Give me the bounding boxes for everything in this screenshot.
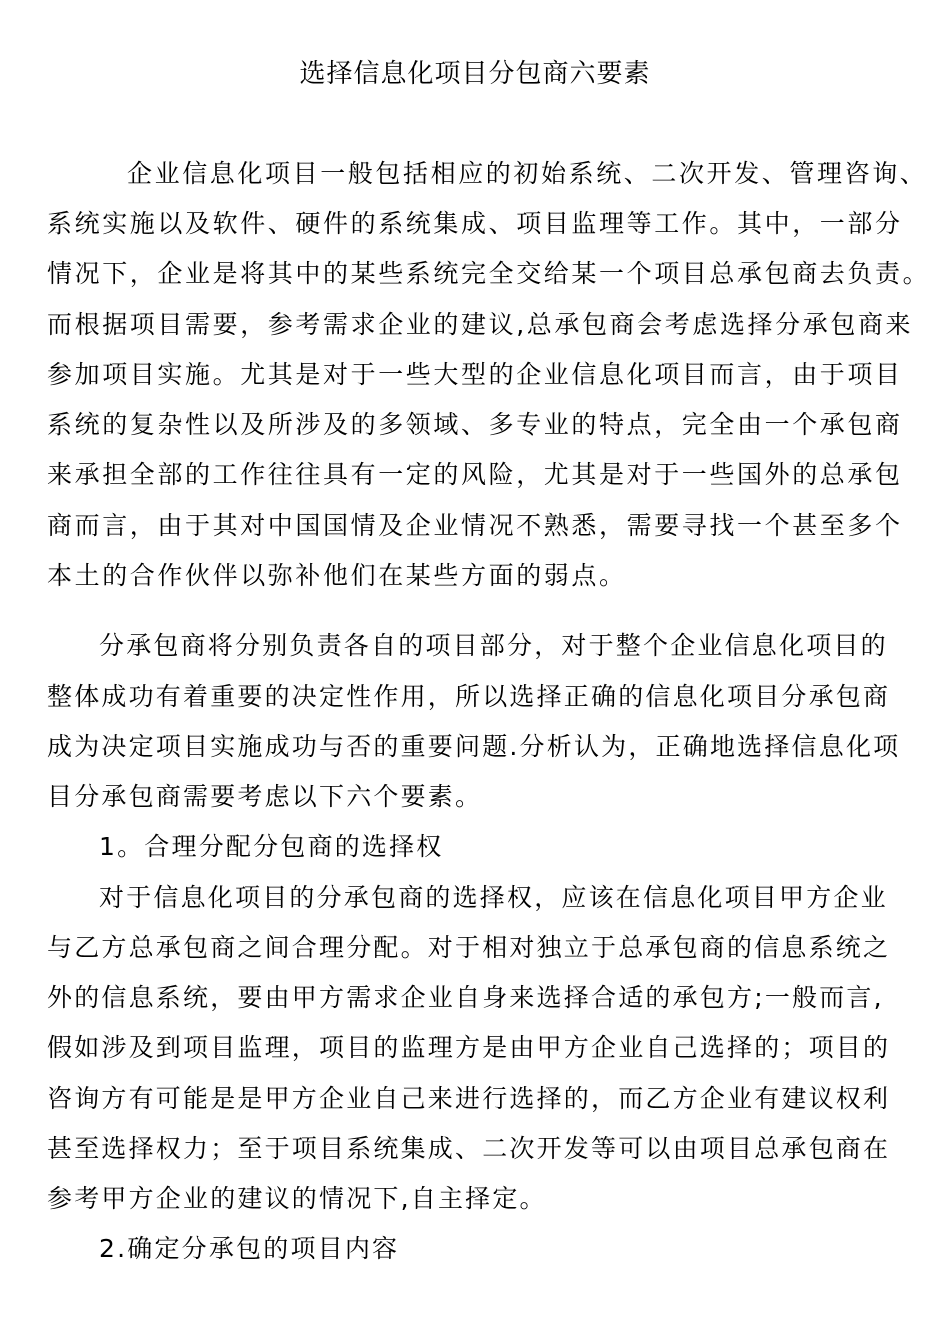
paragraph-1-line-4: 而根据项目需要，参考需求企业的建议,总承包商会考虑选择分承包商来 bbox=[47, 310, 914, 339]
paragraph-1-line-6: 系统的复杂性以及所涉及的多领域、多专业的特点，完全由一个承包商 bbox=[47, 410, 903, 439]
paragraph-2-line-3: 成为决定项目实施成功与否的重要问题.分析认为，正确地选择信息化项 bbox=[47, 732, 901, 761]
paragraph-1-line-5: 参加项目实施。尤其是对于一些大型的企业信息化项目而言，由于项目 bbox=[47, 360, 903, 389]
paragraph-3-line-1: 对于信息化项目的分承包商的选择权，应该在信息化项目甲方企业 bbox=[99, 883, 888, 912]
paragraph-1-line-2: 系统实施以及软件、硬件的系统集成、项目监理等工作。其中，一部分 bbox=[47, 209, 903, 238]
paragraph-1-line-8: 商而言，由于其对中国国情及企业情况不熟悉，需要寻找一个甚至多个 bbox=[47, 511, 903, 540]
paragraph-3-line-6: 甚至选择权力；至于项目系统集成、二次开发等可以由项目总承包商在 bbox=[47, 1134, 891, 1163]
paragraph-3-line-5: 咨询方有可能是是甲方企业自己来进行选择的，而乙方企业有建议权利 bbox=[47, 1084, 891, 1113]
paragraph-2-line-4: 目分承包商需要考虑以下六个要素。 bbox=[47, 782, 483, 811]
paragraph-2-line-2: 整体成功有着重要的决定性作用，所以选择正确的信息化项目分承包商 bbox=[47, 682, 891, 711]
section-heading-2: 2.确定分承包的项目内容 bbox=[99, 1234, 400, 1263]
paragraph-2-line-1: 分承包商将分别负责各自的项目部分，对于整个企业信息化项目的 bbox=[99, 631, 888, 660]
paragraph-1-line-9: 本土的合作伙伴以弥补他们在某些方面的弱点。 bbox=[47, 561, 627, 590]
paragraph-1-line-3: 情况下，企业是将其中的某些系统完全交给某一个项目总承包商去负责。 bbox=[47, 259, 931, 288]
paragraph-3-line-2: 与乙方总承包商之间合理分配。对于相对独立于总承包商的信息系统之 bbox=[47, 933, 891, 962]
section-heading-1: 1。合理分配分包商的选择权 bbox=[99, 832, 444, 861]
document-title: 选择信息化项目分包商六要素 bbox=[299, 59, 651, 89]
paragraph-3-line-7: 参考甲方企业的建议的情况下,自主择定。 bbox=[47, 1184, 547, 1213]
paragraph-3-line-4: 假如涉及到项目监理，项目的监理方是由甲方企业自己选择的；项目的 bbox=[47, 1033, 891, 1062]
paragraph-3-line-3: 外的信息系统，要由甲方需求企业自身来选择合适的承包方;一般而言, bbox=[47, 983, 884, 1012]
paragraph-1-line-7: 来承担全部的工作往往具有一定的风险，尤其是对于一些国外的总承包 bbox=[47, 460, 903, 489]
paragraph-1-line-1: 企业信息化项目一般包括相应的初始系统、二次开发、管理咨询、 bbox=[127, 159, 928, 188]
